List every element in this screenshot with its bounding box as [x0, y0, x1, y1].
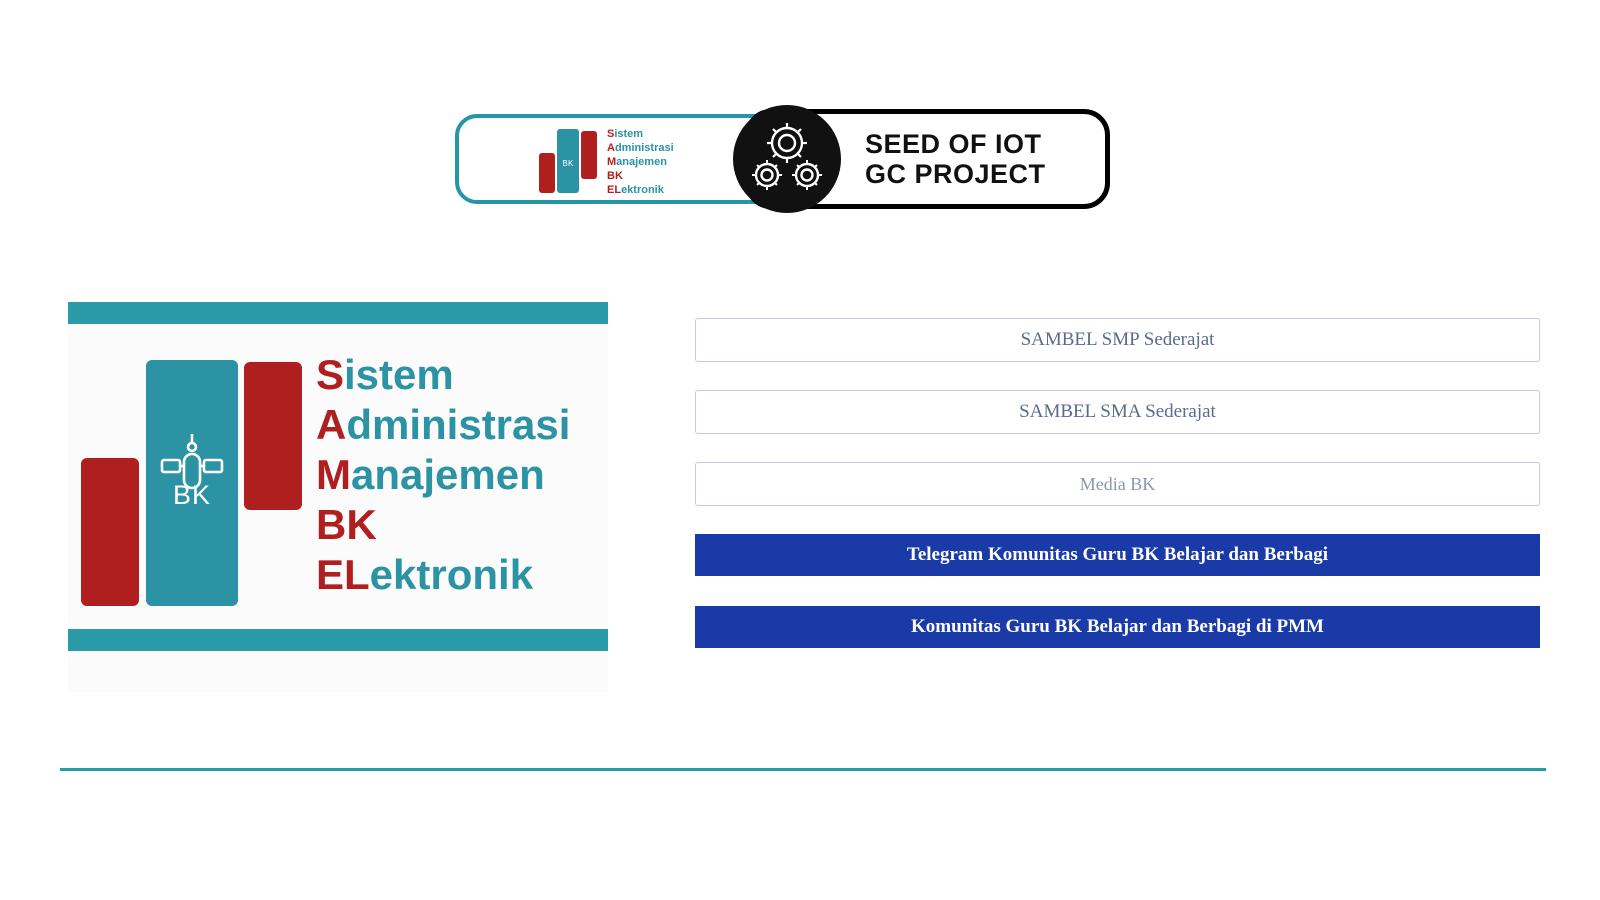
sambel-logo-large: [68, 302, 608, 692]
wordmark-line: [316, 500, 570, 550]
wordmark-cap: S: [316, 351, 345, 398]
seed-of-iot-wordmark: [865, 129, 1046, 189]
wordmark-cap: EL: [316, 551, 370, 598]
wordmark-line: [316, 450, 570, 500]
wordmark-line: [316, 350, 570, 400]
gears-icon: [733, 105, 841, 213]
wordmark-rest: dministrasi: [614, 142, 674, 154]
wordmark-rest: istem: [344, 351, 454, 398]
logo-bar-red-right: [244, 362, 302, 510]
button-komunitas-pmm[interactable]: Komunitas Guru BK Belajar dan Berbagi di PMM: [695, 606, 1540, 648]
wordmark-rest: anajemen: [616, 156, 667, 168]
logo-bar-red-right: [581, 131, 597, 179]
logo-bar-red-left: [539, 153, 555, 193]
sambel-wordmark: [316, 350, 570, 600]
wordmark-rest: ektronik: [369, 551, 534, 598]
button-telegram-komunitas[interactable]: Telegram Komunitas Guru BK Belajar dan Berbagi: [695, 534, 1540, 576]
wordmark-cap: EL: [607, 184, 622, 196]
button-sambel-sma[interactable]: SAMBEL SMA Sederajat: [695, 390, 1540, 434]
logo-rule-bottom: [68, 629, 608, 651]
wordmark-cap: A: [607, 142, 615, 154]
logo-bar-red-left: [81, 458, 139, 606]
button-media-bk[interactable]: Media BK: [695, 462, 1540, 506]
footer-divider: [60, 768, 1546, 771]
seed-line-2: GC PROJECT: [865, 159, 1046, 189]
logo-bk-label: BK: [172, 480, 212, 510]
wordmark-line: [316, 400, 570, 450]
wordmark-rest: dministrasi: [346, 401, 571, 448]
wordmark-cap: M: [607, 156, 617, 168]
logo-rule-top: [68, 302, 608, 324]
header-banner: [455, 105, 1115, 215]
sambel-wordmark-small: [607, 127, 674, 197]
wordmark-cap: A: [316, 401, 347, 448]
seed-line-1: SEED OF IOT: [865, 129, 1042, 159]
wordmark-rest: ektronik: [621, 184, 664, 196]
logo-bk-label-small: BK: [562, 159, 574, 168]
wordmark-cap: BK: [607, 170, 623, 182]
wordmark-cap: BK: [316, 501, 377, 548]
wordmark-rest: istem: [614, 128, 644, 140]
wordmark-cap: M: [316, 451, 351, 498]
wordmark-cap: S: [607, 128, 615, 140]
wordmark-line: [316, 550, 570, 600]
wordmark-rest: anajemen: [351, 451, 545, 498]
sambel-logo-small: [525, 123, 685, 195]
link-button-list: [695, 318, 1540, 678]
button-sambel-smp[interactable]: SAMBEL SMP Sederajat: [695, 318, 1540, 362]
